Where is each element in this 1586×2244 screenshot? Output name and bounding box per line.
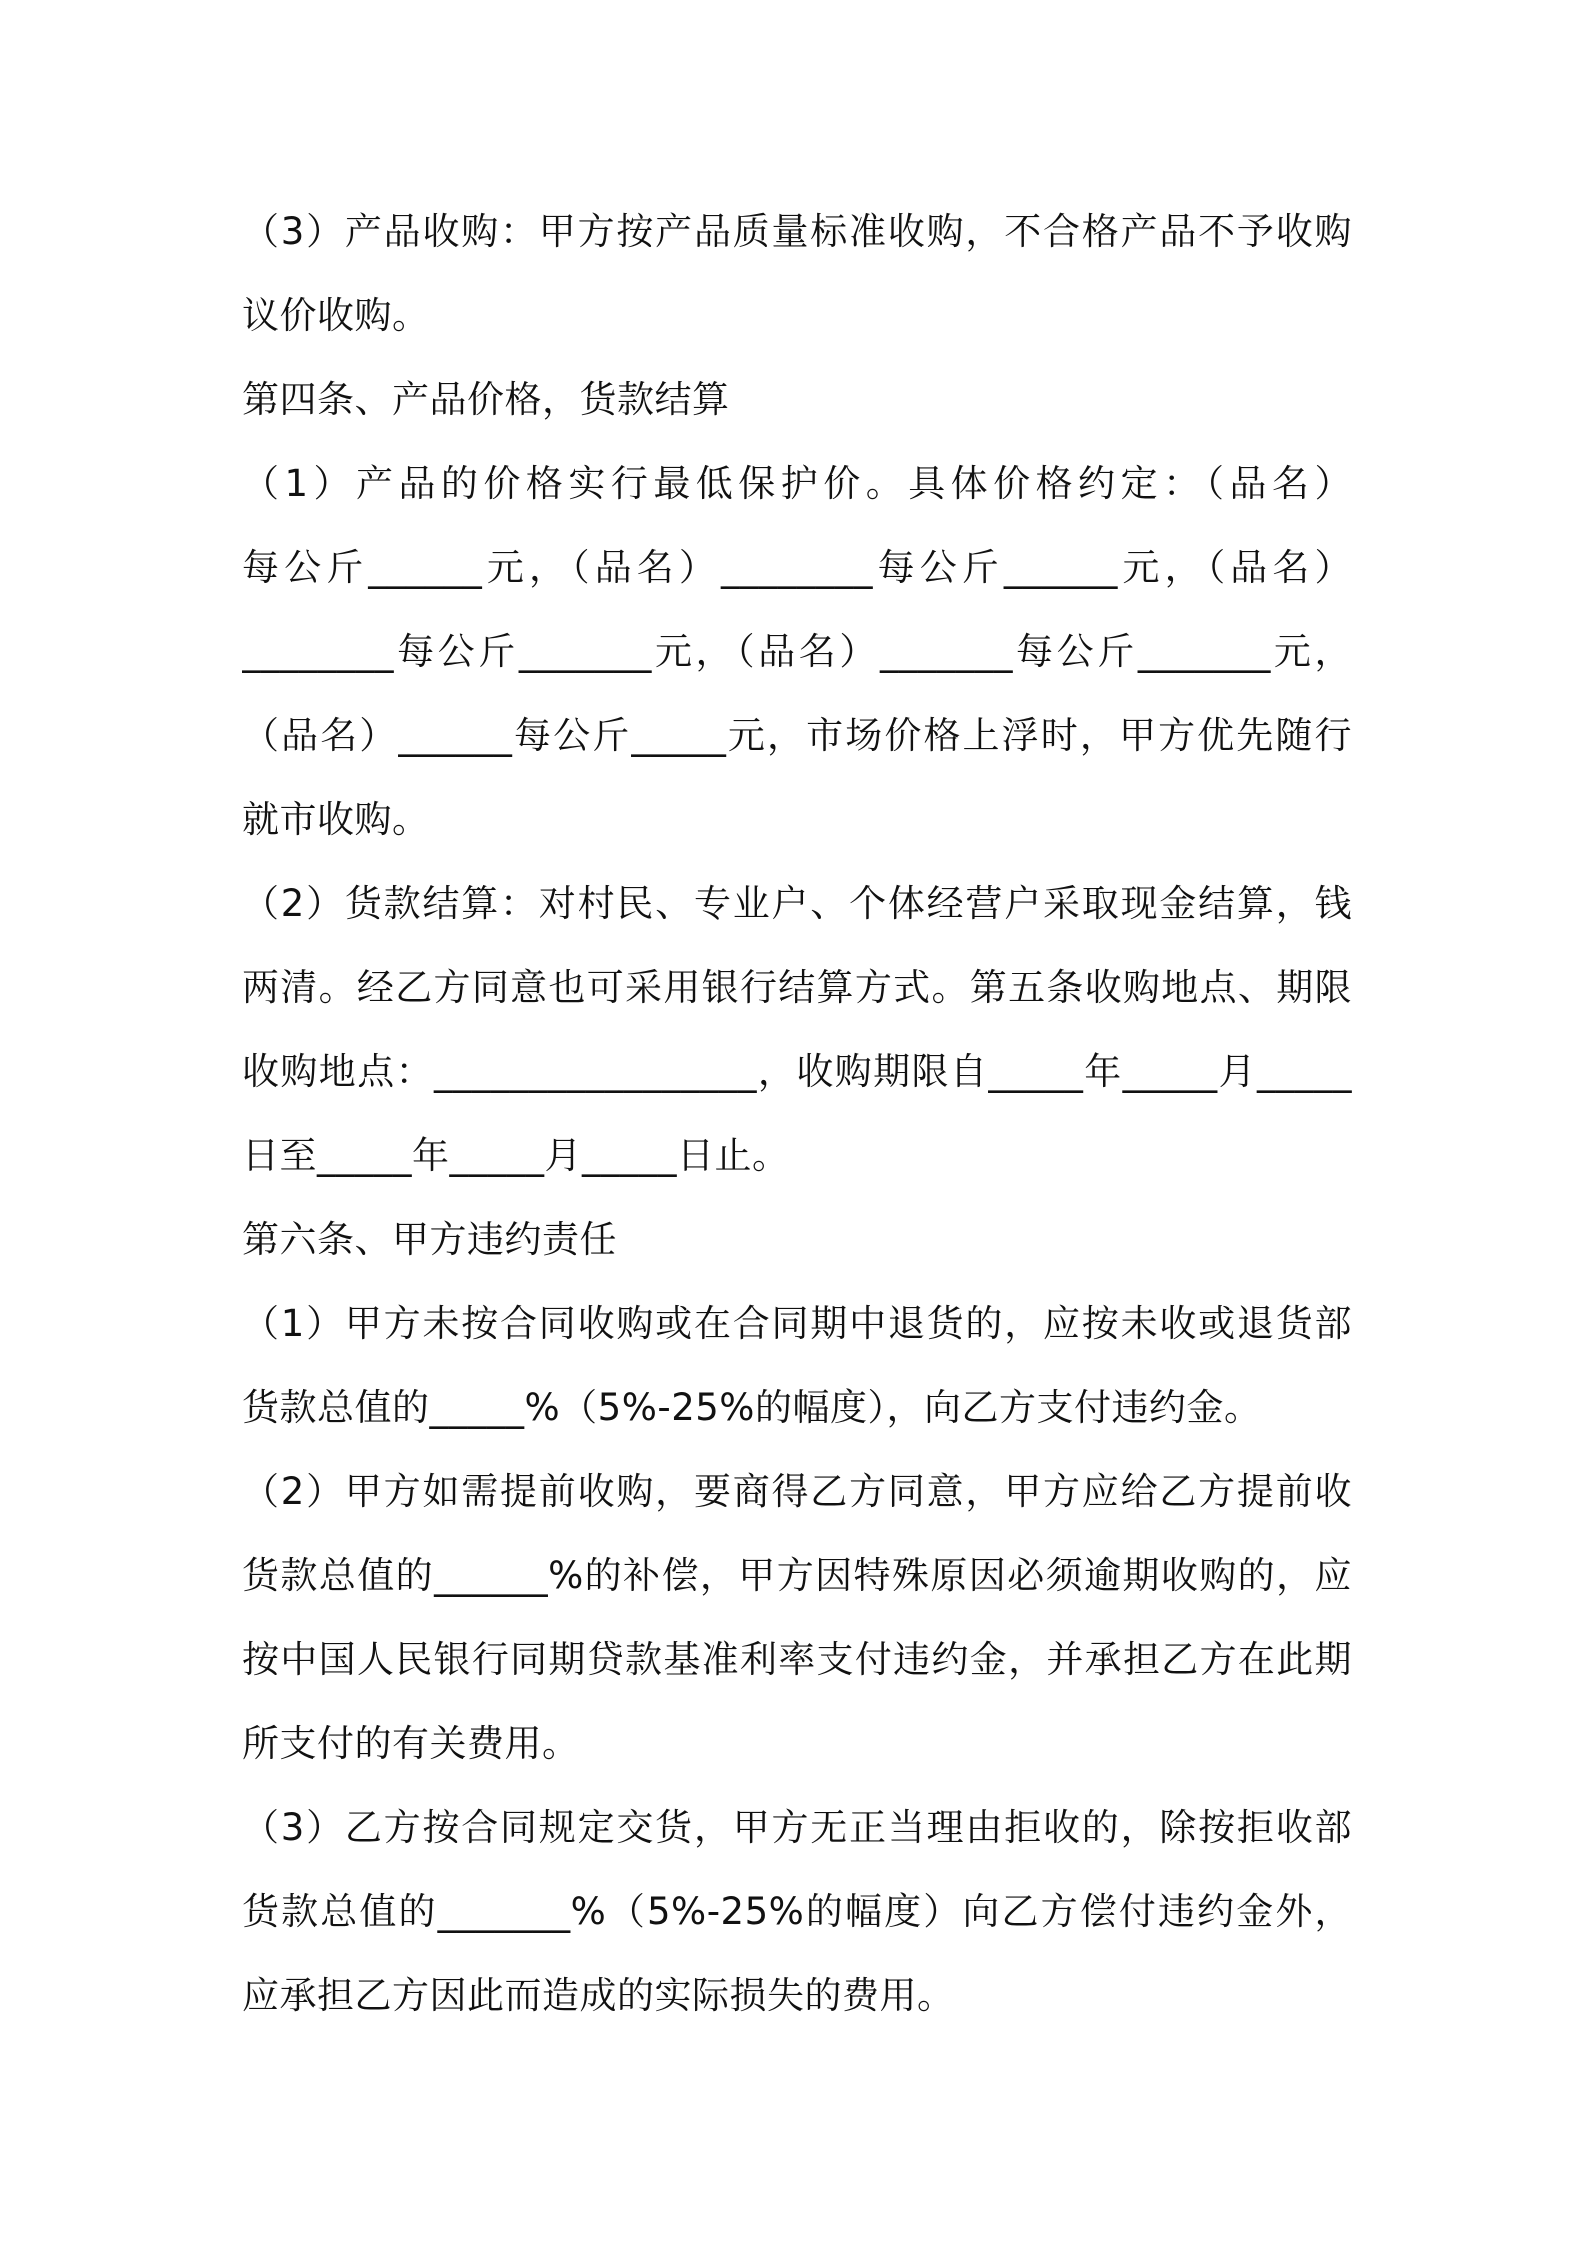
paragraph-line: 日至_____年_____月_____日止。 xyxy=(242,1134,790,1177)
paragraph-line: 每公斤______元，（品名）________每公斤______元，（品名） xyxy=(242,546,1352,589)
paragraph-line: 两清。经乙方同意也可采用银行结算方式。第五条收购地点、期限 xyxy=(242,966,1352,1009)
paragraph-line: 就市收购。 xyxy=(242,798,430,841)
paragraph-line: 货款总值的_______%（5%-25%的幅度）向乙方偿付违约金外， xyxy=(242,1890,1352,1933)
section-heading: 第四条、产品价格，货款结算 xyxy=(242,378,730,421)
paragraph-line: （1）甲方未按合同收购或在合同期中退货的，应按未收或退货部 xyxy=(242,1302,1352,1345)
paragraph-line: 货款总值的______%的补偿，甲方因特殊原因必须逾期收购的，应 xyxy=(242,1554,1352,1597)
paragraph-line: 所支付的有关费用。 xyxy=(242,1722,580,1765)
paragraph-line: 应承担乙方因此而造成的实际损失的费用。 xyxy=(242,1974,955,2017)
section-heading: 第六条、甲方违约责任 xyxy=(242,1218,617,1261)
paragraph-line: （3）产品收购：甲方按产品质量标准收购，不合格产品不予收购 xyxy=(242,210,1352,253)
paragraph-line: 货款总值的_____%（5%-25%的幅度），向乙方支付违约金。 xyxy=(242,1386,1262,1429)
paragraph-line: （品名）______每公斤_____元，市场价格上浮时，甲方优先随行 xyxy=(242,714,1352,757)
paragraph-line: （2）甲方如需提前收购，要商得乙方同意，甲方应给乙方提前收 xyxy=(242,1470,1352,1513)
paragraph-line: （1）产品的价格实行最低保护价。具体价格约定：（品名） xyxy=(242,462,1352,505)
paragraph-line: 按中国人民银行同期贷款基准利率支付违约金，并承担乙方在此期 xyxy=(242,1638,1352,1681)
contract-text-body xyxy=(242,190,1352,2038)
paragraph-line: （3）乙方按合同规定交货，甲方无正当理由拒收的，除按拒收部 xyxy=(242,1806,1352,1849)
paragraph-line: （2）货款结算：对村民、专业户、个体经营户采取现金结算，钱 xyxy=(242,882,1352,925)
paragraph-line: ________每公斤_______元，（品名）_______每公斤_______元， xyxy=(242,630,1352,673)
paragraph-line: 议价收购。 xyxy=(242,294,430,337)
paragraph-line: 收购地点：_________________，收购期限自_____年_____月_____ xyxy=(242,1050,1352,1093)
